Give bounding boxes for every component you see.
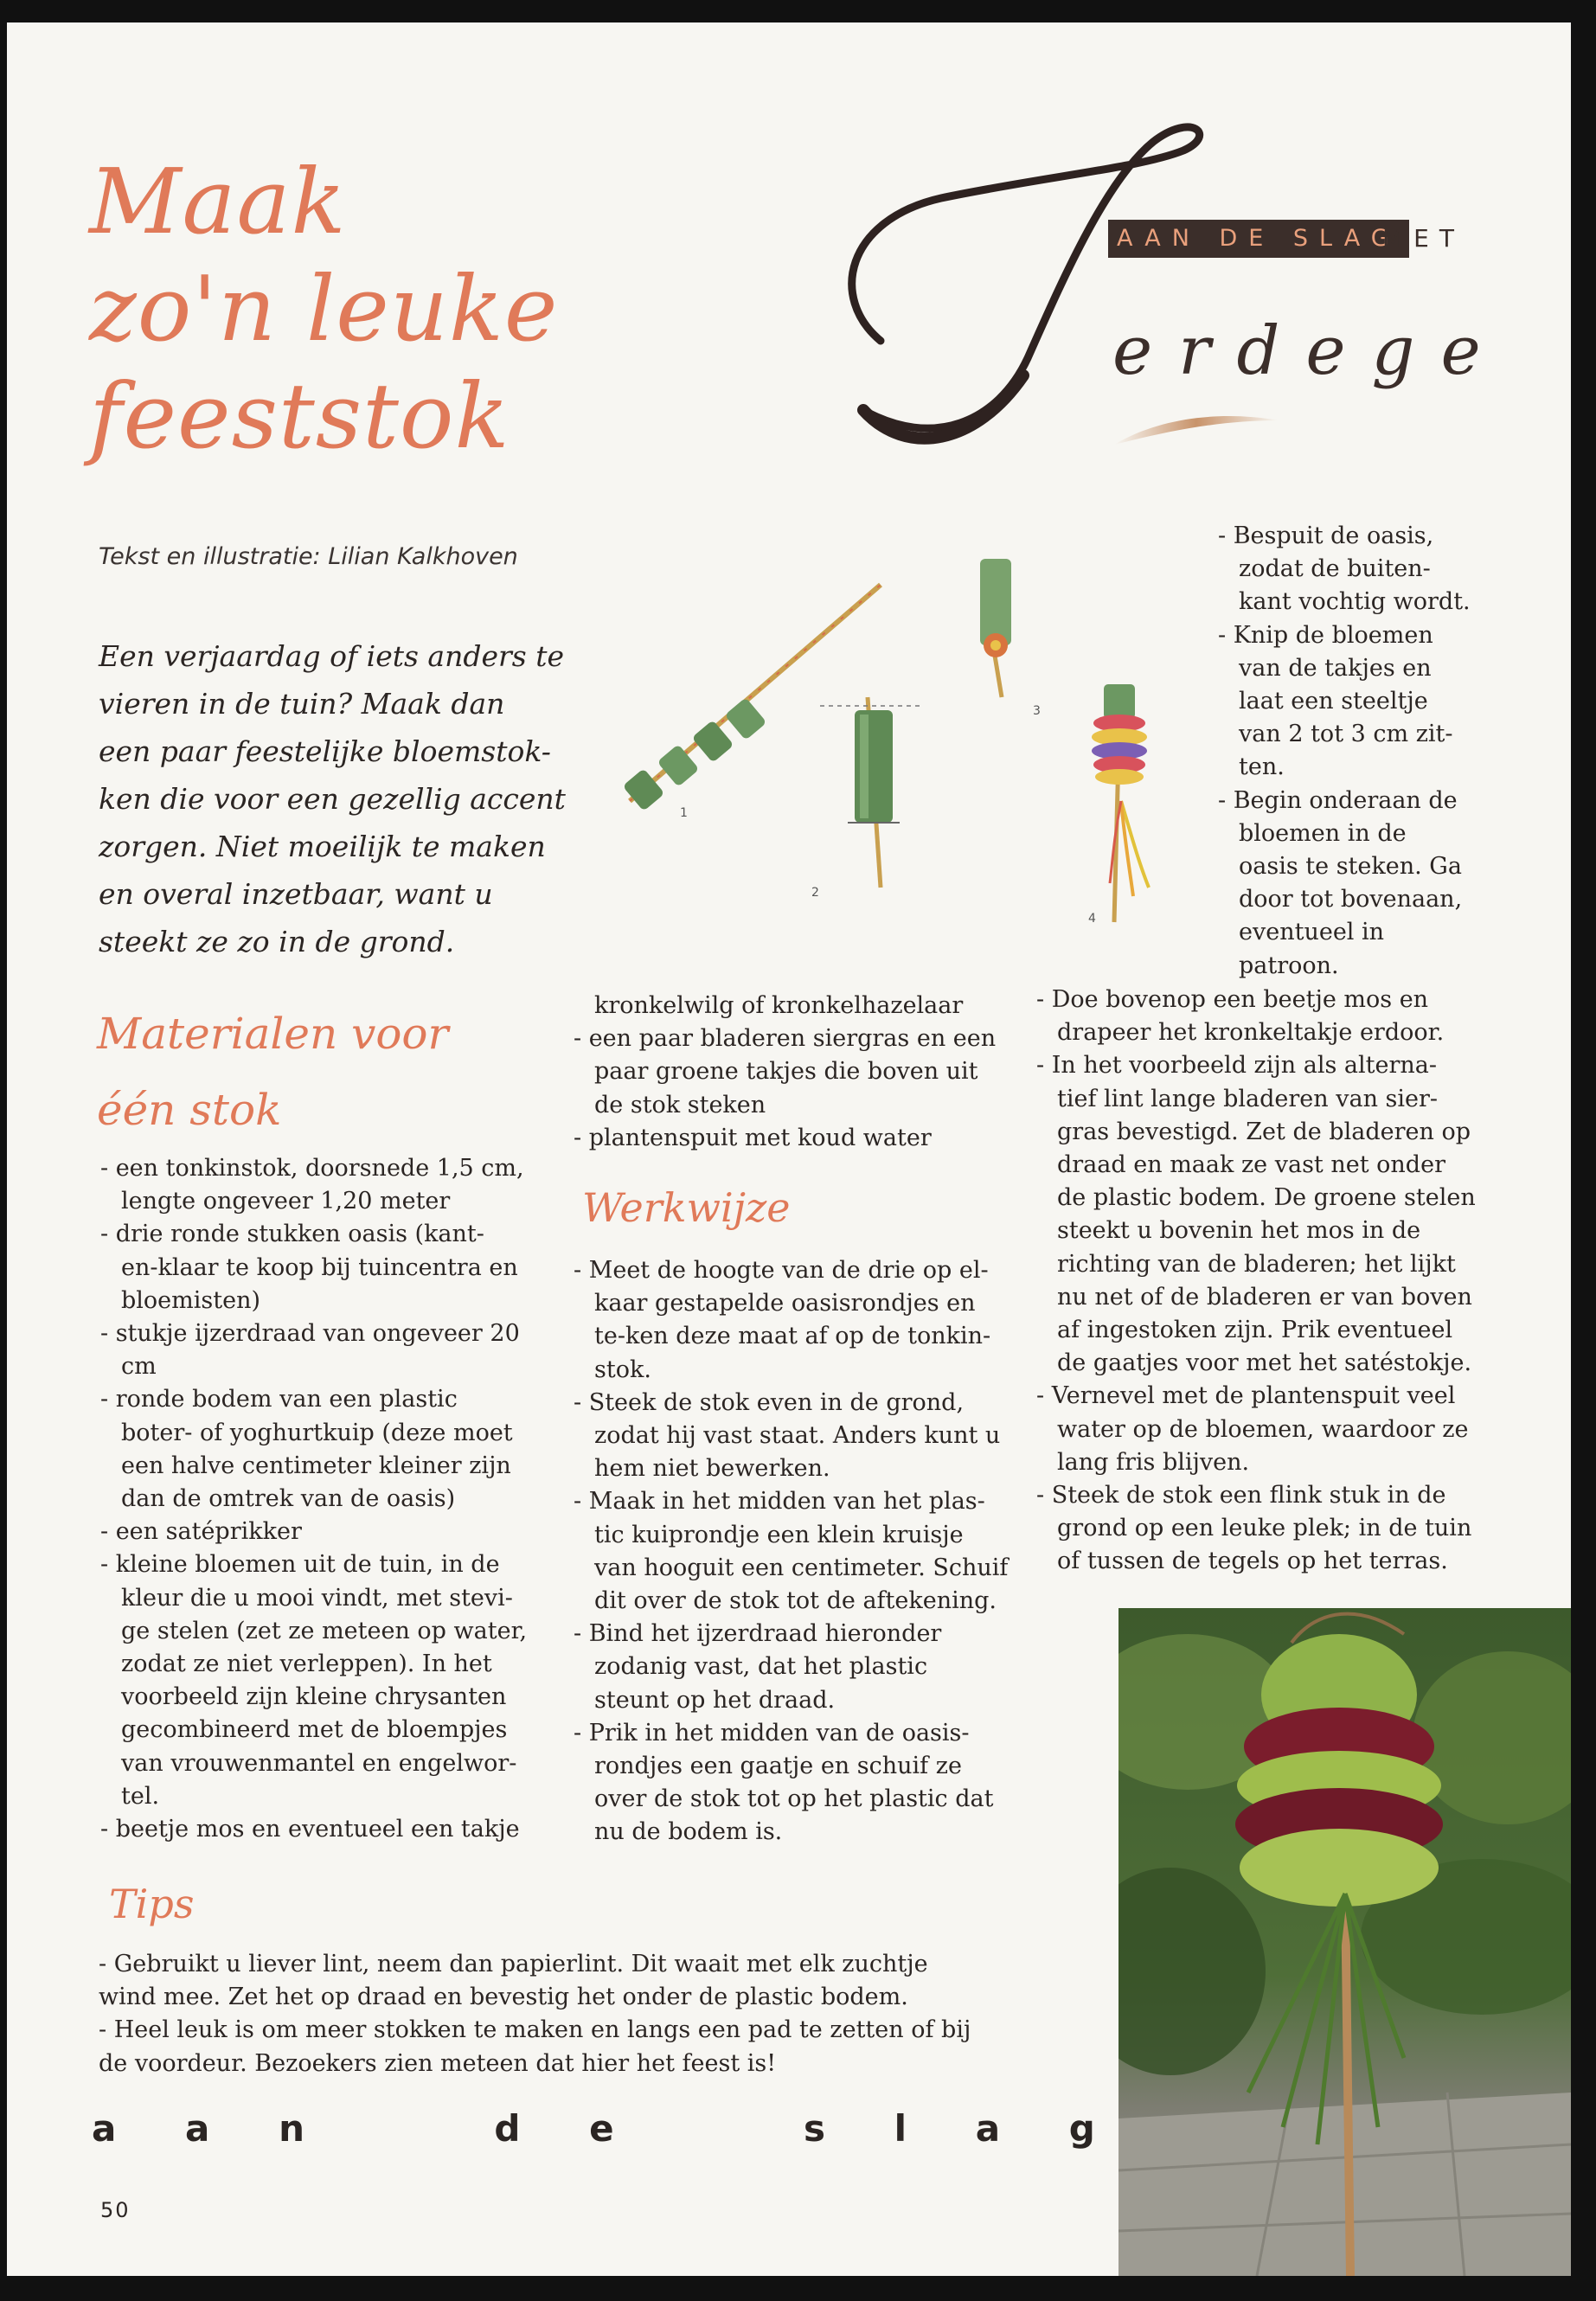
- intro-line: een paar feestelijke bloemstok-: [99, 734, 551, 768]
- illustration-step-1: [623, 585, 881, 820]
- article-title: [89, 148, 625, 470]
- footer-section-label: [92, 2107, 1095, 2150]
- method-line: nu net of de bladeren er van boven: [1057, 1283, 1472, 1311]
- materials-list-continued: [574, 990, 1023, 1155]
- intro-paragraph: [99, 632, 566, 965]
- step-number: 1: [680, 806, 688, 820]
- footer-letter: a: [92, 2107, 117, 2150]
- illustration-step-3: [980, 559, 1041, 718]
- materials-line: - ronde bodem van een plastic: [100, 1386, 458, 1413]
- title-line: feeststok: [89, 363, 510, 469]
- brand-logo: [811, 116, 1296, 462]
- title-line: Maak: [89, 149, 347, 254]
- materials-line: - plantenspuit met koud water: [574, 1124, 932, 1151]
- method-line: drapeer het kronkeltakje erdoor.: [1057, 1019, 1445, 1047]
- method-line: te-ken deze maat af op de tonkin-: [594, 1323, 991, 1350]
- footer-letter: g: [1068, 2107, 1095, 2150]
- materials-line: cm: [121, 1353, 157, 1381]
- method-line: tief lint lange bladeren van sier-: [1057, 1085, 1439, 1112]
- footer-letter: a: [185, 2107, 210, 2150]
- method-line: gras bevestigd. Zet de bladeren op: [1057, 1118, 1471, 1145]
- method-line: - Steek de stok even in de grond,: [574, 1388, 965, 1416]
- method-line: - Bespuit de oasis,: [1218, 522, 1434, 549]
- tips-line: - Gebruikt u liever lint, neem dan papierlint. Dit waait met elk zuchtje: [99, 1951, 928, 1977]
- method-line: - Prik in het midden van de oasis-: [574, 1719, 970, 1747]
- materials-line: - stukje ijzerdraad van ongeveer 20: [100, 1320, 520, 1348]
- method-line: kant vochtig wordt.: [1239, 588, 1471, 616]
- method-line: kaar gestapelde oasisrondjes en: [594, 1290, 976, 1317]
- materials-line: - kleine bloemen uit de tuin, in de: [100, 1551, 500, 1579]
- step-number: 2: [811, 886, 819, 900]
- materials-line: - een satéprikker: [100, 1518, 302, 1546]
- method-line: stok.: [594, 1356, 651, 1383]
- method-heading: Werkwijze: [582, 1184, 791, 1231]
- footer-letter: e: [589, 2107, 614, 2150]
- materials-line: de stok steken: [594, 1091, 766, 1118]
- method-line: de gaatjes voor met het satéstokje.: [1057, 1349, 1472, 1377]
- intro-line: Een verjaardag of iets anders te: [99, 639, 564, 673]
- materials-line: dan de omtrek van de oasis): [121, 1485, 456, 1513]
- materials-line: ge stelen (zet ze meteen op water,: [121, 1617, 528, 1644]
- feeststok-photo: [1118, 1608, 1571, 2276]
- step-number: 3: [1033, 704, 1041, 718]
- method-line: dit over de stok tot de aftekening.: [594, 1587, 997, 1615]
- method-list-continued-top: [1218, 520, 1529, 983]
- method-line: - Maak in het midden van het plas-: [574, 1488, 985, 1516]
- method-line: - In het voorbeeld zijn als alterna-: [1036, 1052, 1438, 1080]
- method-line: van de takjes en: [1239, 654, 1432, 682]
- method-line: patroon.: [1239, 952, 1339, 979]
- footer-letter: s: [803, 2107, 825, 2150]
- method-line: zodat de buiten-: [1239, 555, 1431, 583]
- method-line: ten.: [1239, 753, 1285, 781]
- materials-line: - een tonkinstok, doorsnede 1,5 cm,: [100, 1155, 524, 1182]
- method-line: tic kuiprondje een klein kruisje: [594, 1521, 964, 1548]
- brand-name: erdege: [1112, 312, 1507, 390]
- method-line: lang fris blijven.: [1057, 1448, 1250, 1476]
- method-line: - Doe bovenop een beetje mos en: [1036, 986, 1429, 1013]
- method-line: - Meet de hoogte van de drie op el-: [574, 1257, 989, 1284]
- intro-line: en overal inzetbaar, want u: [99, 877, 493, 911]
- page-number: 50: [100, 2198, 131, 2222]
- materials-heading-line: Materialen voor: [97, 1009, 449, 1059]
- intro-line: zorgen. Niet moeilijk te maken: [99, 830, 546, 863]
- materials-line: bloemisten): [121, 1286, 260, 1314]
- materials-line: - drie ronde stukken oasis (kant-: [100, 1221, 484, 1248]
- materials-line: van vrouwenmantel en engelwor-: [121, 1749, 517, 1777]
- method-line: over de stok tot op het plastic dat: [594, 1785, 994, 1813]
- method-line: grond op een leuke plek; in de tuin: [1057, 1515, 1472, 1542]
- materials-heading: [97, 996, 448, 1148]
- logo-swoosh: [1114, 416, 1279, 445]
- method-line: bloemen in de: [1239, 819, 1407, 847]
- illustration-step-2: [811, 697, 924, 900]
- method-line: water op de bloemen, waardoor ze: [1057, 1415, 1469, 1443]
- footer-gap: [374, 2107, 426, 2150]
- method-line: steekt u bovenin het mos in de: [1057, 1217, 1421, 1245]
- brand-met: MET: [1382, 224, 1465, 253]
- method-line: rondjes een gaatje en schuif ze: [594, 1753, 962, 1780]
- method-line: eventueel in: [1239, 919, 1385, 946]
- method-line: - Knip de bloemen: [1218, 621, 1433, 649]
- materials-line: paar groene takjes die boven uit: [594, 1058, 978, 1086]
- illustration-step-4: [1088, 684, 1149, 926]
- step-number: 4: [1088, 912, 1096, 926]
- materials-line: - beetje mos en eventueel een takje: [100, 1816, 520, 1843]
- intro-line: ken die voor een gezellig accent: [99, 782, 566, 816]
- magazine-page: [7, 22, 1571, 2276]
- byline: Tekst en illustratie: Lilian Kalkhoven: [99, 543, 518, 570]
- footer-letter: d: [494, 2107, 521, 2150]
- method-line: oasis te steken. Ga: [1239, 853, 1462, 881]
- title-line: zo'n leuke: [89, 256, 559, 362]
- method-line: - Steek de stok een flink stuk in de: [1036, 1482, 1446, 1509]
- materials-line: lengte ongeveer 1,20 meter: [121, 1188, 451, 1215]
- method-line: zodanig vast, dat het plastic: [594, 1653, 928, 1681]
- materials-heading-line: één stok: [97, 1085, 282, 1135]
- tips-line: - Heel leuk is om meer stokken te maken en langs een pad te zetten of bij: [99, 2016, 971, 2044]
- method-line: af ingestoken zijn. Prik eventueel: [1057, 1317, 1453, 1344]
- materials-line: boter- of yoghurtkuip (deze moet: [121, 1419, 513, 1446]
- method-line: of tussen de tegels op het terras.: [1057, 1548, 1448, 1575]
- method-line: van 2 tot 3 cm zit-: [1239, 721, 1453, 748]
- materials-line: voorbeeld zijn kleine chrysanten: [121, 1683, 507, 1711]
- materials-line: en-klaar te koop bij tuincentra en: [121, 1253, 518, 1281]
- method-line: nu de bodem is.: [594, 1818, 783, 1846]
- footer-gap: [683, 2107, 734, 2150]
- materials-line: gecombineerd met de bloempjes: [121, 1716, 508, 1744]
- tips-list: [99, 1948, 1067, 2080]
- method-line: richting van de bladeren; het lijkt: [1057, 1250, 1456, 1278]
- materials-line: tel.: [121, 1782, 160, 1810]
- materials-line: kleur die u mooi vindt, met stevi-: [121, 1584, 513, 1612]
- intro-line: vieren in de tuin? Maak dan: [99, 687, 505, 721]
- method-line: zodat hij vast staat. Anders kunt u: [594, 1422, 1001, 1450]
- method-line: - Bind het ijzerdraad hieronder: [574, 1620, 942, 1648]
- method-line: van hooguit een centimeter. Schuif: [594, 1554, 1009, 1581]
- method-line: - Begin onderaan de: [1218, 786, 1458, 814]
- materials-line: een halve centimeter kleiner zijn: [121, 1452, 511, 1479]
- step-illustration: [595, 542, 1218, 939]
- method-line: - Vernevel met de plantenspuit veel: [1036, 1382, 1456, 1410]
- method-line: de plastic bodem. De groene stelen: [1057, 1184, 1476, 1212]
- tips-line: wind mee. Zet het op draad en bevestig het onder de plastic bodem.: [99, 1984, 908, 2011]
- tips-line: de voordeur. Bezoekers zien meteen dat hier het feest is!: [99, 2049, 777, 2077]
- footer-letter: n: [279, 2107, 304, 2150]
- method-line: laat een steeltje: [1239, 688, 1428, 715]
- materials-line: zodat ze niet verleppen). In het: [121, 1650, 492, 1678]
- materials-line: - een paar bladeren siergras en een: [574, 1025, 997, 1053]
- tips-heading: Tips: [109, 1881, 195, 1927]
- materials-list: [100, 1152, 550, 1846]
- method-line: draad en maak ze vast net onder: [1057, 1151, 1445, 1179]
- footer-letter: l: [894, 2107, 907, 2150]
- materials-line: kronkelwilg of kronkelhazelaar: [594, 992, 964, 1019]
- brand-aan-de-slag: AAN DE SLAG: [1108, 220, 1409, 258]
- intro-line: steekt ze zo in de grond.: [99, 925, 455, 958]
- method-list: [574, 1254, 1023, 1849]
- method-line: hem niet bewerken.: [594, 1455, 830, 1483]
- method-line: door tot bovenaan,: [1239, 886, 1463, 913]
- footer-letter: a: [975, 2107, 1001, 2150]
- method-line: steunt op het draad.: [594, 1686, 836, 1714]
- method-list-continued-bottom: [1036, 984, 1521, 1579]
